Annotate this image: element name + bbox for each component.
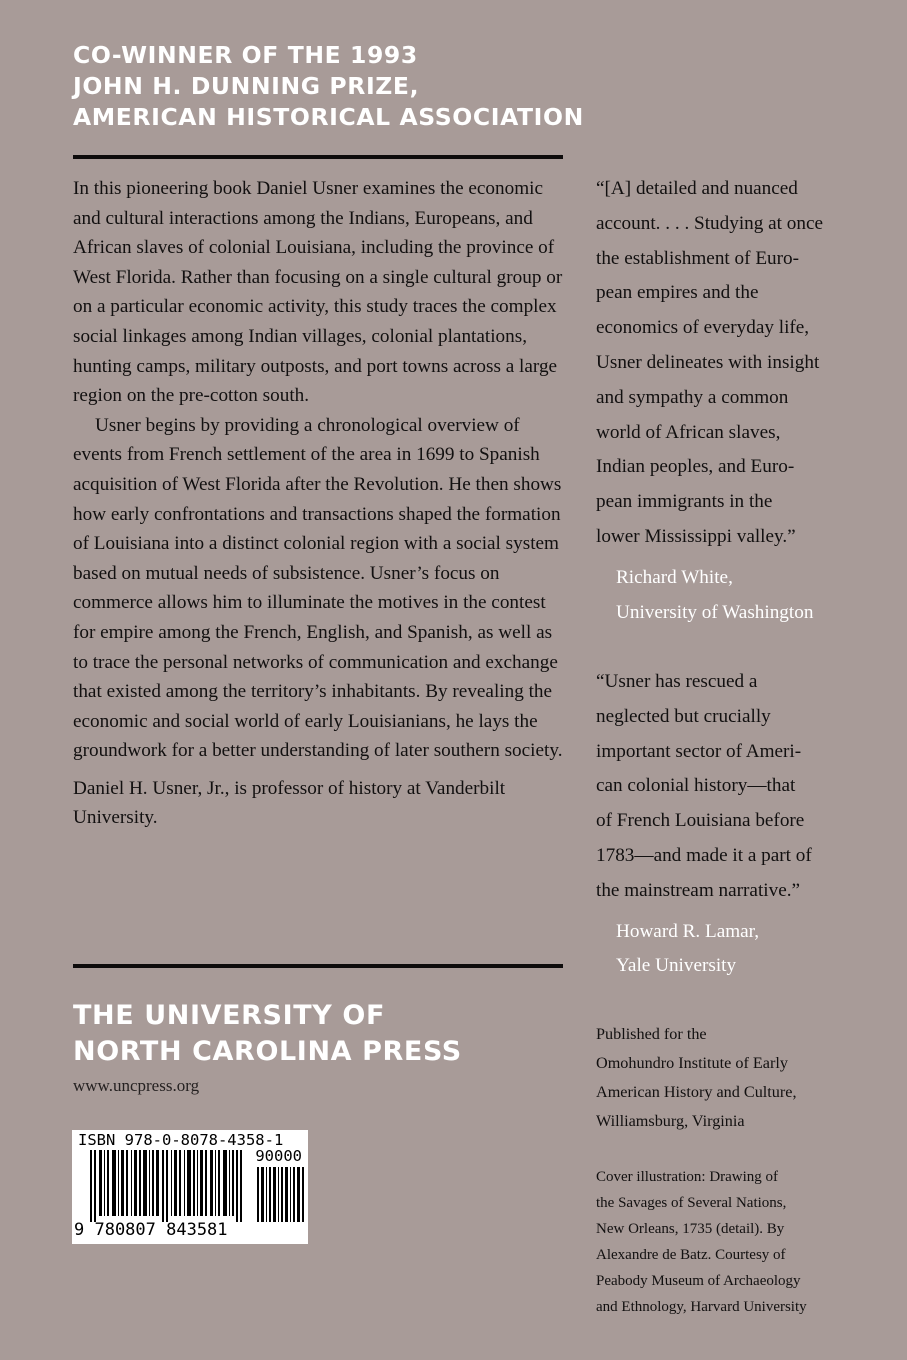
addon-bars xyxy=(257,1167,305,1222)
published-line: Williamsburg, Virginia xyxy=(596,1112,745,1130)
quote-line: Usner delineates with insight xyxy=(596,351,820,373)
price-addon: 90000 xyxy=(255,1147,302,1165)
credit-line: New Orleans, 1735 (detail). By xyxy=(596,1221,785,1237)
quote-line: world of African slaves, xyxy=(596,421,781,443)
quote-line: lower Mississippi valley.” xyxy=(596,525,796,547)
quote-line: 1783—and made it a part of xyxy=(596,844,812,866)
quote-line: account. . . . Studying at once xyxy=(596,212,823,234)
published-line: American History and Culture, xyxy=(596,1083,797,1101)
quote-line: pean empires and the xyxy=(596,282,759,304)
credit-line: Alexandre de Batz. Courtesy of xyxy=(596,1247,786,1263)
quote-line: “Usner has rescued a xyxy=(596,671,758,692)
award-line: CO-WINNER OF THE 1993 xyxy=(73,41,418,69)
quote-line: neglected but crucially xyxy=(596,705,771,727)
barcode-bars xyxy=(90,1150,250,1222)
publisher-line: THE UNIVERSITY OF xyxy=(73,1000,386,1031)
description-paragraph-1: In this pioneering book Daniel Usner examines the economic and cultural interactions among the Indians, Europeans, and African slaves of colonial Louisiana, including the province of West Florida. Rather than focusing on a single cultural group or on a particular economic activity, this study traces the complex social linkages among Indian villages, colonial plantations, hunting camps, military outposts, and port towns across a large region on the pre-cotton south. xyxy=(73,178,563,407)
quote-line: and sympathy a common xyxy=(596,386,789,408)
quote-line: “[A] detailed and nuanced xyxy=(596,178,798,199)
quote-affiliation: University of Washington xyxy=(616,601,814,623)
published-line: Omohundro Institute of Early xyxy=(596,1054,788,1072)
published-line: Published for the xyxy=(596,1025,707,1043)
publisher-line: NORTH CAROLINA PRESS xyxy=(73,1036,462,1067)
quote-affiliation: Yale University xyxy=(616,955,737,977)
published-for-note xyxy=(596,1020,886,1136)
quote-line: pean immigrants in the xyxy=(596,491,773,513)
quote-line: the mainstream narrative.” xyxy=(596,879,801,901)
publisher-name xyxy=(73,998,573,1070)
quote-author: Richard White, xyxy=(616,566,733,588)
barcode xyxy=(72,1130,308,1244)
quote-line: the establishment of Euro- xyxy=(596,247,800,269)
award-heading xyxy=(73,40,584,133)
cover-illustration-credit xyxy=(596,1164,886,1320)
review-quote-2 xyxy=(596,665,866,984)
quote-line: of French Louisiana before xyxy=(596,810,805,832)
description-paragraph-2: Usner begins by providing a chronological overview of events from French settlement of the area in 1699 to Spanish acquisition of West Florida after the Revolution. He then shows how early confrontations and transactions shaped the formation of Louisiana into a distinct colonial region with a social system based on mutual needs of subsistence. Usner’s focus on commerce allows him to illuminate the motives in the contest for empire among the French, English, and Spanish, as well as to trace the personal networks of communication and exchange that existed among the territory’s inhabitants. By revealing the economic and social world of early Louisianians, he lays the groundwork for a better understanding of later southern society. xyxy=(73,414,563,762)
review-quote-1 xyxy=(596,172,866,630)
quote-line: economics of everyday life, xyxy=(596,317,810,339)
publisher-url: www.uncpress.org xyxy=(73,1076,200,1095)
isbn-label: ISBN 978-0-8078-4358-1 xyxy=(78,1131,284,1149)
book-description xyxy=(73,174,568,833)
award-line: JOHN H. DUNNING PRIZE, xyxy=(73,72,420,100)
award-line: AMERICAN HISTORICAL ASSOCIATION xyxy=(73,103,584,131)
author-bio: Daniel H. Usner, Jr., is professor of history at Vanderbilt University. xyxy=(73,777,506,829)
top-divider xyxy=(73,155,563,159)
quote-line: Indian peoples, and Euro- xyxy=(596,456,795,478)
credit-line: the Savages of Several Nations, xyxy=(596,1195,787,1211)
credit-line: Cover illustration: Drawing of xyxy=(596,1169,779,1185)
bottom-divider xyxy=(73,964,563,968)
credit-line: Peabody Museum of Archaeology xyxy=(596,1273,801,1289)
quote-line: can colonial history—that xyxy=(596,775,796,797)
quote-line: important sector of Ameri- xyxy=(596,740,802,762)
credit-line: and Ethnology, Harvard University xyxy=(596,1299,807,1315)
quote-author: Howard R. Lamar, xyxy=(616,920,760,942)
ean-number: 9 780807 843581 xyxy=(74,1220,228,1240)
